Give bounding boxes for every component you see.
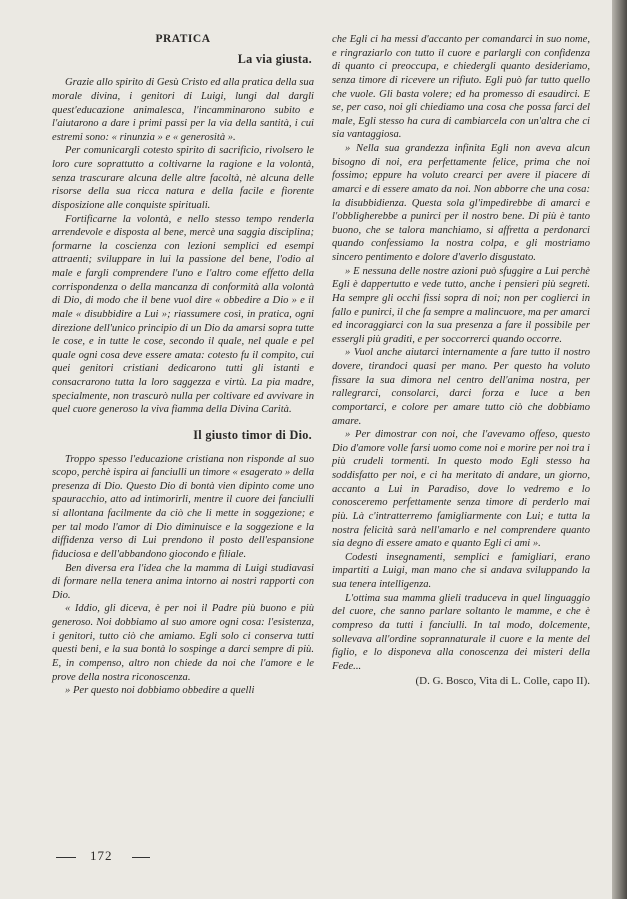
paragraph: Codesti insegnamenti, semplici e famigliari, erano impartiti a Luigi, man mano che si andava sviluppando la sua tenera intelligenza. [332, 551, 590, 590]
paragraph: Ben diversa era l'idea che la mamma di Luigi studiavasi di formare nella tenera anima intorno ai nostri rapporti con Dio. [52, 562, 314, 601]
left-column [52, 33, 314, 698]
right-column [332, 33, 590, 689]
chapter-title: La via giusta. [237, 51, 312, 66]
section-heading: PRATICA [155, 33, 211, 45]
subsection-title: Il giusto timor di Dio. [193, 427, 312, 442]
paragraph: che Egli ci ha messi d'accanto per comandarci in suo nome, e ringraziarlo con tutto il cuore e parlargli con confidenza di quanto ci preoccupa, e chiedergli quanto desideriamo, senza timore di ricevere un rifiuto. Egli può far tutto quello che vuole. Gli basta volere; ed ha promesso di esaudirci. E se, per caso, noi gli chiediamo una cosa che possa farci del male, Egli stesso ha cura di cambiarcela con un'altra che ci sia vantaggiosa. [332, 34, 590, 141]
citation: (D. G. Bosco, Vita di L. Colle, capo II). [415, 675, 590, 688]
paragraph: » E nessuna delle nostre azioni può sfuggire a Lui perchè Egli è dappertutto e vede tutto, anche i pensieri più segreti. Ha sempre gli occhi fissi sopra di noi; non per coglierci in fallo e punirci, il che fa sempre a malincuore, ma per amarci ed incoraggiarci con la sua presenza a fare il possibile per essergli più graditi, e per soccorrerci quando occorre. [332, 265, 590, 345]
paragraph: » Per dimostrar con noi, che l'avevamo offeso, questo Dio d'amore volle farsi uomo come noi e morire per noi tra i più crudeli tormenti. In questo modo Egli stesso ha soddisfatto per noi, e ci ha meritato di andare, un giorno, accanto a Lui in Paradiso, dove lo vedremo e lo conosceremo perfettamente senza timore di perderlo mai più. Là c'intratterremo famigliarmente con Lui; e tutta la nostra felicità sarà nell'amarlo e nel comprendere quanto sia degno di essere amato e quanto Egli ci ami ». [332, 429, 590, 550]
paragraph: « Iddio, gli diceva, è per noi il Padre più buono e più generoso. Noi dobbiamo al suo amore ogni cosa: l'esistenza, i genitori, tutto ciò che amiamo. Egli solo ci conserva tutti questi beni, e la sua bontà lo sospinge a darci sempre di più. E, in compenso, altro non chiede da noi che l'amore e le prove della nostra riconoscenza. [52, 603, 314, 683]
paragraph: » Vuol anche aiutarci internamente a fare tutto il nostro dovere, tirandoci quasi per mano. Per questo ha voluto fissare la sua dimora nel centro dell'anima nostra, per rallegrarci, consolarci, darci forza e luce a ben comportarci, e colore per amare tutto ciò che dobbiamo amare. [332, 347, 590, 427]
paragraph: Grazie allo spirito di Gesù Cristo ed alla pratica della sua morale divina, i genitori di Luigi, lungi dal dargli quest'educazione animalesca, l'incamminarono subito e l'aiutarono a dare i primi passi per la via della santità, i cui estremi sono: « rinunzia » e « generosità ». [52, 77, 314, 143]
paragraph: L'ottima sua mamma glieli traduceva in quel linguaggio del cuore, che sanno parlare soltanto le mamme, e che è compreso da tutti i fanciulli. In tal modo, dolcemente, sollevava all'ordine soprannaturale il cuore e la mente del figlio, e lo disponeva alla conoscenza dei misteri della Fede... [332, 592, 590, 672]
page-number: 172 [90, 848, 113, 863]
paragraph: » Per questo noi dobbiamo obbedire a quelli [65, 685, 255, 697]
paragraph: » Nella sua grandezza infinita Egli non aveva alcun bisogno di noi, era perfettamente felice, prima che noi fossimo; eppure ha voluto crearci per avere il piacere di amarci e di essere amato da noi. Non abborre che una cosa: la disubbidienza. Questa sola gl'impedirebbe di amarci e l'obbligherebbe a punirci per il nostro bene. Di più è tanto buono, che se talora manchiamo, si affretta a perdonarci quando confessiamo la nostra colpa, e gli mostriamo sincero pentimento e dolore d'averlo disgustato. [332, 143, 590, 263]
page-edge-shadow [612, 0, 627, 899]
paragraph: Troppo spesso l'educazione cristiana non risponde al suo scopo, perchè ispira ai fanciulli un timore « esagerato » della presenza di Dio. Questo Dio di bontà vien dipinto come uno spauracchio, atto ad intimorirli, mentre il cuore dei fanciulli si allontana facilmente da ciò che li mette in soggezione; e per tal modo l'amor di Dio diminuisce e la soggezione e la diffidenza verso di Lui prendono il posto dell'espansione fiduciosa e dell'abbandono giocondo e filiale. [52, 453, 314, 560]
paragraph: Fortificarne la volontà, e nello stesso tempo renderla arrendevole e disposta al bene, mercè una saggia disciplina; formarne la coscienza con lezioni semplici ed esempi attraenti; sviluppare in lui la passione del bene, l'odio al male e fargli comprendere l'uno e l'altro come effetto della corrispondenza o della mancanza di conformità alla volontà di Dio, di modo che il bene vuol dire « obbedire a Dio » e il male « disubbidire a Lui »; riassumere così, in pratica, ogni direzione dell'unico principio di un Dio da amarsi sopra tutte le cose, e in tutte le cose, secondo il quale, nel quale e pel quale ogni cosa deve essere amata: cotesto fu il compito, cui quei genitori cristiani dedicarono tutti gli istanti e consacrarono tutta la loro saggezza e virtù. La pia madre, specialmente, non trascurò nulla per coltivare ed avvivare in quel cuore generoso la viva fiamma della Divina Carità. [52, 213, 314, 416]
footer-dash-left [56, 857, 76, 858]
paragraph: Per comunicargli cotesto spirito di sacrificio, rivolsero le loro cure soprattutto a coltivarne la ragione e la volontà, senza trascurare alcuna delle altre facoltà, nè alcuna delle risorse della sua ricca natura e della facile e fiorente disposizione alle conquiste spirituali. [52, 145, 314, 211]
footer-dash-right [132, 857, 150, 858]
